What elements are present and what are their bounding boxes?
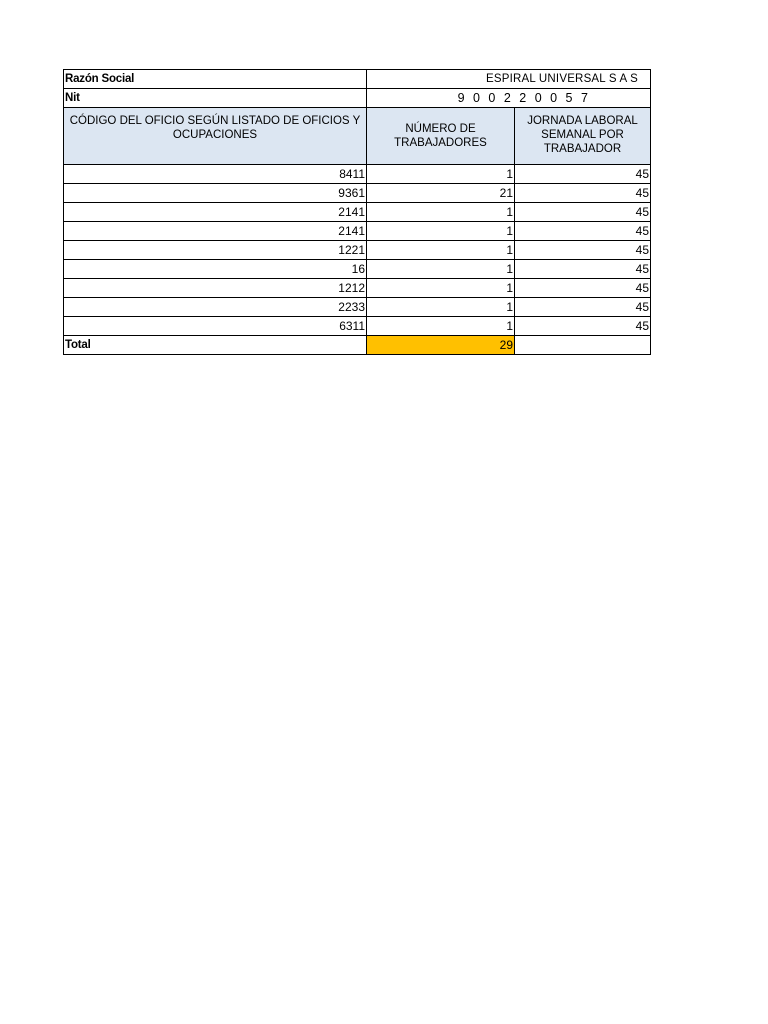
column-header-numero[interactable]: NÚMERO DE TRABAJADORES (367, 108, 515, 165)
column-header-row (64, 108, 651, 165)
cell-jornada[interactable]: 45 (515, 317, 651, 336)
data-rows (64, 165, 651, 336)
cell-jornada[interactable]: 45 (515, 298, 651, 317)
cell-jornada[interactable]: 45 (515, 184, 651, 203)
cell-jornada[interactable]: 45 (515, 222, 651, 241)
table-row (64, 279, 651, 298)
table-row (64, 184, 651, 203)
column-header-jornada[interactable]: JORNADA LABORAL SEMANAL POR TRABAJADOR (515, 108, 651, 165)
razon-social-label[interactable]: Razón Social (64, 70, 367, 89)
table-row (64, 165, 651, 184)
cell-codigo[interactable]: 6311 (64, 317, 367, 336)
table-row (64, 298, 651, 317)
cell-codigo[interactable]: 8411 (64, 165, 367, 184)
cell-numero[interactable]: 1 (367, 317, 515, 336)
total-numero[interactable]: 29 (367, 336, 515, 355)
cell-codigo[interactable]: 2233 (64, 298, 367, 317)
cell-codigo[interactable]: 1221 (64, 241, 367, 260)
cell-numero[interactable]: 1 (367, 203, 515, 222)
nit-value[interactable]: 9 0 0 2 2 0 0 5 7 (367, 89, 651, 108)
cell-numero[interactable]: 1 (367, 260, 515, 279)
cell-codigo[interactable]: 16 (64, 260, 367, 279)
cell-codigo[interactable]: 2141 (64, 203, 367, 222)
cell-numero[interactable]: 1 (367, 222, 515, 241)
cell-codigo[interactable]: 2141 (64, 222, 367, 241)
table-row (64, 222, 651, 241)
total-jornada[interactable] (515, 336, 651, 355)
cell-jornada[interactable]: 45 (515, 203, 651, 222)
cell-codigo[interactable]: 1212 (64, 279, 367, 298)
cell-jornada[interactable]: 45 (515, 165, 651, 184)
nit-row (64, 89, 651, 108)
table-row (64, 260, 651, 279)
cell-numero[interactable]: 1 (367, 298, 515, 317)
cell-codigo[interactable]: 9361 (64, 184, 367, 203)
spreadsheet (63, 69, 650, 355)
table-row (64, 317, 651, 336)
total-label[interactable]: Total (64, 336, 367, 355)
table-row (64, 203, 651, 222)
cell-numero[interactable]: 1 (367, 165, 515, 184)
oficios-table (63, 69, 651, 355)
cell-jornada[interactable]: 45 (515, 241, 651, 260)
total-row (64, 336, 651, 355)
cell-numero[interactable]: 21 (367, 184, 515, 203)
cell-numero[interactable]: 1 (367, 279, 515, 298)
cell-jornada[interactable]: 45 (515, 260, 651, 279)
cell-numero[interactable]: 1 (367, 241, 515, 260)
razon-social-value[interactable]: ESPIRAL UNIVERSAL S A S (367, 70, 651, 89)
cell-jornada[interactable]: 45 (515, 279, 651, 298)
razon-social-row (64, 70, 651, 89)
table-row (64, 241, 651, 260)
column-header-codigo[interactable]: CÓDIGO DEL OFICIO SEGÚN LISTADO DE OFICIOS Y OCUPACIONES (64, 108, 367, 165)
nit-label[interactable]: Nit (64, 89, 367, 108)
